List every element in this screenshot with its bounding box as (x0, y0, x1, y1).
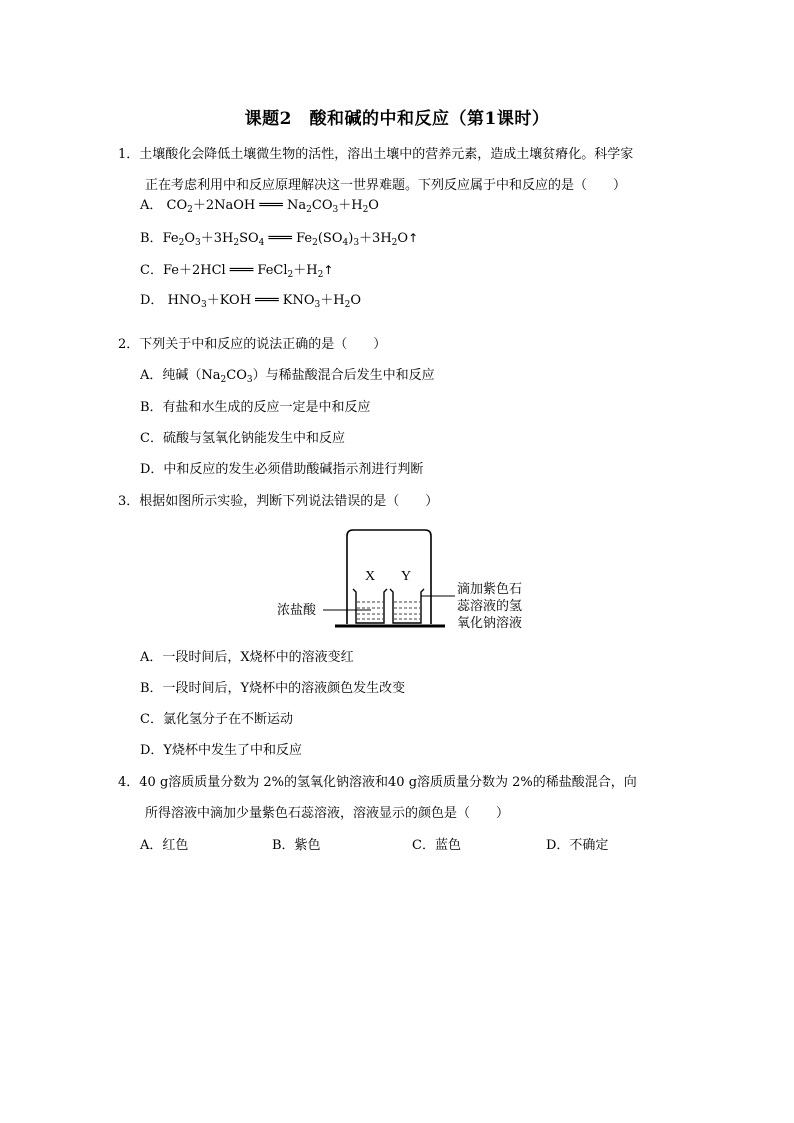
q4-stem-line2: 所得溶液中滴加少量紫色石蕊溶液，溶液显示的颜色是（ ） (145, 806, 510, 821)
q4-option-d: D．不确定 (546, 838, 609, 853)
q1-option-c-prefix: C． (140, 263, 163, 278)
label-y: Y (400, 569, 412, 584)
q1-option-d: D． $HNO_3+KOH$ ═══ $KNO_3+H_2O$ (140, 293, 362, 310)
q2-option-b: B．有盐和水生成的反应一定是中和反应 (140, 400, 371, 415)
q4-option-c: C．蓝色 (412, 838, 461, 853)
q1-option-a: A． $CO_2+2NaOH$ ═══ $Na_2CO_3+H_2O$ (140, 198, 379, 215)
q1-option-d-prefix: D． (140, 293, 164, 308)
q4-option-b: B．紫色 (272, 838, 321, 853)
q2-option-d: D．中和反应的发生必须借助酸碱指示剂进行判断 (140, 462, 424, 477)
q1-option-b: B．$Fe_2O_3+3H_2SO_4$ ═══ $Fe_2(SO_4)_3+3H_2O↑$ (140, 231, 419, 248)
gas-arrow-icon: ↑ (408, 231, 419, 245)
page-title: 课题2 酸和碱的中和反应（第1课时） (244, 109, 550, 129)
label-right-line1: 滴加紫色石 (457, 582, 523, 597)
q2-stem: 2．下列关于中和反应的说法正确的是（ ） (118, 337, 387, 352)
gas-arrow-icon: ↑ (323, 263, 334, 277)
q3-option-c: C．氯化氢分子在不断运动 (140, 712, 293, 727)
q3-option-d: D．Y烧杯中发生了中和反应 (140, 743, 303, 758)
q1-stem-line1: 1．土壤酸化会降低土壤微生物的活性，溶出土壤中的营养元素，造成土壤贫瘠化。科学家 (118, 147, 634, 162)
q4-option-a: A．红色 (140, 838, 189, 853)
q1-stem-line2: 正在考虑利用中和反应原理解决这一世界难题。下列反应属于中和反应的是（ ） (145, 178, 627, 193)
label-x: X (364, 569, 376, 584)
q2-option-a-pre: A．纯碱（ (140, 368, 202, 383)
beaker-y (390, 589, 424, 623)
q2-option-a-post: ）与稀盐酸混合后发生中和反应 (252, 368, 435, 383)
q1-option-c: C．Fe＋2HCl ═══ $FeCl_2+H_2↑$ (140, 263, 334, 280)
q3-option-b: B．一段时间后，Y烧杯中的溶液颜色发生改变 (140, 681, 406, 696)
q3-stem: 3．根据如图所示实验，判断下列说法错误的是（ ） (118, 494, 439, 509)
q3-option-a: A．一段时间后，X烧杯中的溶液变红 (140, 650, 354, 665)
q2-option-c: C．硫酸与氢氧化钠能发生中和反应 (140, 431, 345, 446)
beaker-x (353, 589, 387, 623)
label-concentrated-hcl: 浓盐酸 (277, 603, 317, 618)
label-right-line2: 蕊溶液的氢 (457, 599, 523, 614)
q4-stem-line1: 4．40 g溶质质量分数为 2%的氢氧化钠溶液和40 g溶质质量分数为 2%的稀盐酸混合，向 (118, 775, 637, 790)
q2-option-a: A．纯碱$(Na_2CO_3)$与稀盐酸混合后发生中和反应 (140, 368, 435, 385)
experiment-figure (275, 522, 545, 634)
q1-option-a-prefix: A． (140, 198, 163, 213)
q1-option-b-prefix: B． (140, 231, 163, 246)
label-right-line3: 氧化钠溶液 (457, 616, 523, 631)
